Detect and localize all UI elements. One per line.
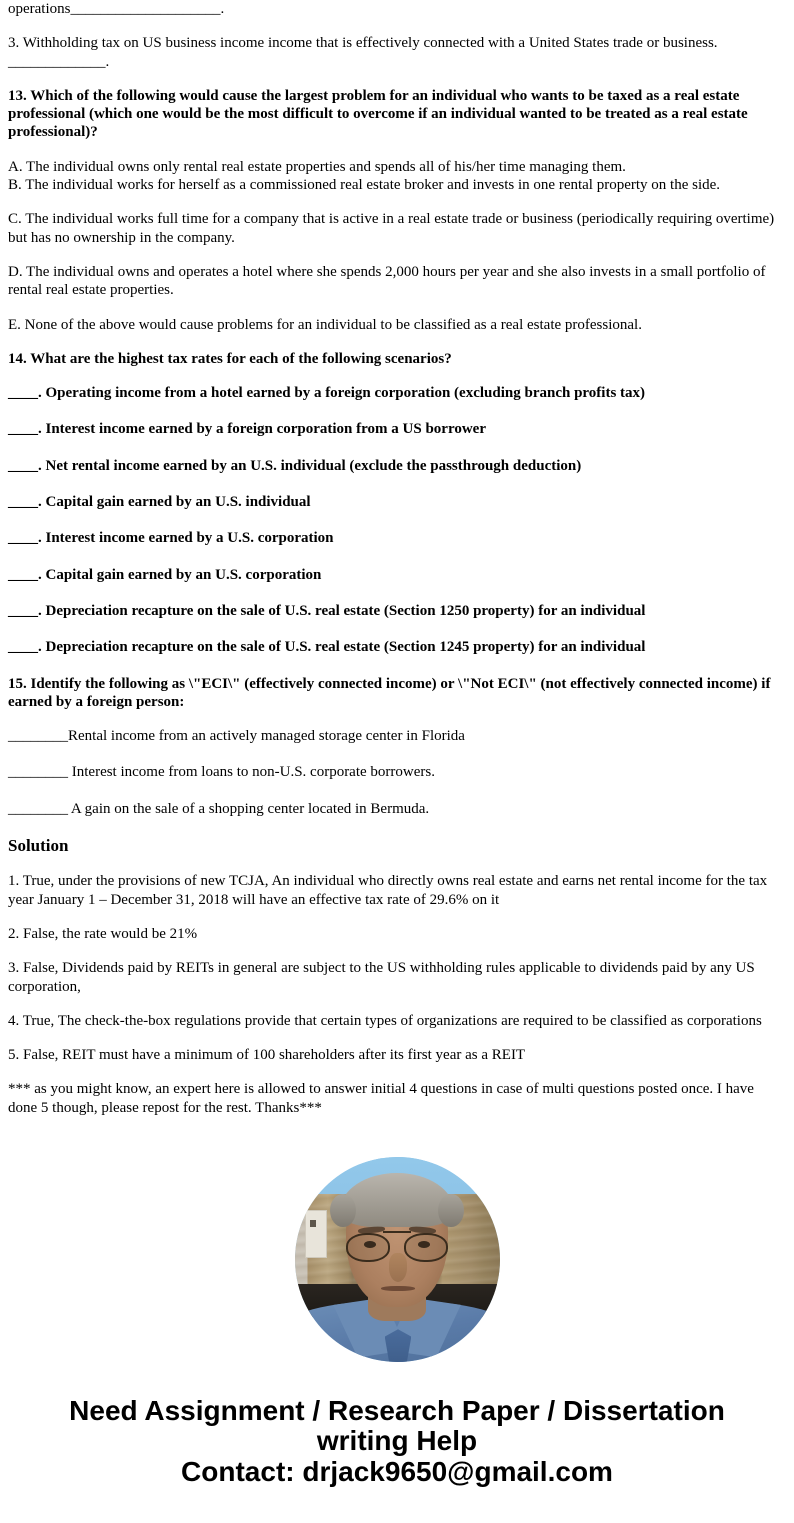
question-14-item [8,384,786,402]
question-13-choice-d: D. The individual owns and operates a hotel where she spends 2,000 hours per year and she also invests in a small portfolio of rental real estate properties. [8,263,766,299]
question-15-heading: 15. Identify the following as \"ECI\" (effectively connected income) or \"Not ECI\" (not effectively connected income) if earned by a foreign person: [8,675,771,710]
answer-blank[interactable]: ________ [8,728,68,745]
question-14-item-label: . Capital gain earned by an U.S. individual [38,494,311,511]
question-14-item-label: . Net rental income earned by an U.S. individual (exclude the passthrough deduction) [38,457,582,474]
question-15-item [8,800,786,818]
question-14-item-label: . Depreciation recapture on the sale of U.S. real estate (Section 1250 property) for an individual [38,602,646,619]
solution-item: 5. False, REIT must have a minimum of 100 shareholders after its first year as a REIT [8,1047,526,1064]
question-14-item-label: . Depreciation recapture on the sale of U.S. real estate (Section 1245 property) for an individual [38,639,646,656]
question-14-item [8,566,786,584]
intro-item-3: 3. Withholding tax on US business income income that is effectively connected with a United States trade or business. _____________. [8,35,718,70]
question-14-item [8,457,786,475]
solution-item: 3. False, Dividends paid by REITs in general are subject to the US withholding rules applicable to dividends paid by any US corporation, [8,960,755,995]
question-14-item-label: . Interest income earned by a U.S. corporation [38,530,334,547]
answer-blank[interactable]: ________ [8,764,68,781]
question-14-item-label: . Interest income earned by a foreign corporation from a US borrower [38,421,486,438]
question-14-item [8,529,786,547]
question-14-item-label: . Capital gain earned by an U.S. corporation [38,566,322,583]
footer-banner [8,1396,786,1487]
answer-blank[interactable]: ____ [8,494,38,511]
question-13-choice-b: B. The individual works for herself as a commissioned real estate broker and invests in one rental property on the side. [8,177,721,194]
question-15-item [8,763,786,781]
avatar [295,1157,500,1362]
answer-blank[interactable]: ____ [8,421,38,438]
avatar-container [8,1157,786,1362]
solution-item: 4. True, The check-the-box regulations provide that certain types of organizations are required to be classified as corporations [8,1012,762,1029]
answer-blank[interactable]: ____ [8,602,38,619]
question-15-item-label: Rental income from an actively managed storage center in Florida [68,728,465,745]
avatar-wall-switch [305,1210,328,1257]
question-14-heading: 14. What are the highest tax rates for each of the following scenarios? [8,350,452,367]
footer-contact: Contact: drjack9650@gmail.com [181,1455,613,1487]
solution-heading: Solution [8,836,69,856]
question-14-item [8,638,786,656]
answer-blank[interactable]: ____ [8,566,38,583]
avatar-lens-left [346,1233,390,1262]
question-15-item [8,727,786,745]
question-13-choice-c: C. The individual works full time for a company that is active in a real estate trade or business (periodically requiring overtime) but has no ownership in the company. [8,211,775,246]
question-15-item-label: Interest income from loans to non-U.S. corporate borrowers. [68,764,435,781]
question-13-heading: 13. Which of the following would cause the largest problem for an individual who wants to be taxed as a real estate professional (which one would be the most difficult to overcome if an individual wanted to be treated as a real estate professional)? [8,87,748,141]
question-15-item-label: A gain on the sale of a shopping center located in Bermuda. [68,800,430,817]
answer-blank[interactable]: ____ [8,639,38,656]
solution-item: 1. True, under the provisions of new TCJA, An individual who directly owns real estate and earns net rental income for the tax year January 1 – December 31, 2018 will have an effective tax rate of 29.6% on it [8,873,768,908]
avatar-glasses-bridge [383,1231,412,1234]
solution-note: *** as you might know, an expert here is allowed to answer initial 4 questions in case of multi questions posted once. I have done 5 though, please repost for the rest. Thanks*** [8,1081,754,1116]
answer-blank[interactable]: ________ [8,800,68,817]
avatar-lens-right [404,1233,448,1262]
solution-item: 2. False, the rate would be 21% [8,926,198,942]
footer-line-1: Need Assignment / Research Paper / Dissertation [69,1395,725,1427]
top-partial-line: operations____________________. [8,1,225,17]
question-14-item [8,493,786,511]
question-14-item [8,602,786,620]
answer-blank[interactable]: ____ [8,457,38,474]
footer-line-2: writing Help [316,1425,478,1457]
answer-blank[interactable]: ____ [8,385,38,402]
question-14-item-label: . Operating income from a hotel earned by a foreign corporation (excluding branch profits tax) [38,385,646,402]
question-13-choice-e: E. None of the above would cause problems for an individual to be classified as a real estate professional. [8,316,642,333]
question-14-item [8,420,786,438]
answer-blank[interactable]: ____ [8,530,38,547]
question-13-choice-a: A. The individual owns only rental real estate properties and spends all of his/her time managing them. [8,158,626,175]
